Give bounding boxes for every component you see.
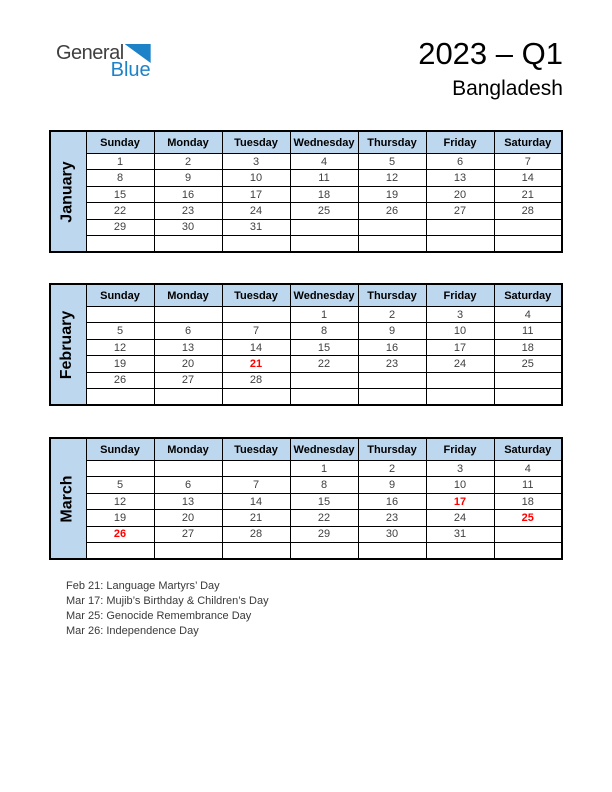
date-cell (86, 236, 154, 252)
day-header-saturday: Saturday (494, 284, 562, 307)
date-cell: 16 (358, 493, 426, 509)
date-cell: 8 (86, 170, 154, 186)
date-cell: 5 (86, 323, 154, 339)
date-cell: 1 (290, 461, 358, 477)
date-cell (154, 236, 222, 252)
week-row (50, 356, 562, 372)
week-row (50, 389, 562, 405)
general-blue-logo (56, 42, 151, 81)
week-row (50, 493, 562, 509)
date-cell: 10 (426, 477, 494, 493)
date-cell (290, 372, 358, 388)
date-cell: 19 (358, 186, 426, 202)
date-cell: 26 (86, 372, 154, 388)
date-cell: 23 (358, 356, 426, 372)
date-cell: 4 (494, 307, 562, 323)
day-header-row (50, 438, 562, 461)
date-cell: 13 (426, 170, 494, 186)
day-header-sunday: Sunday (86, 284, 154, 307)
day-header-sunday: Sunday (86, 438, 154, 461)
date-cell: 1 (86, 154, 154, 170)
month-name: March (58, 474, 76, 523)
date-cell: 19 (86, 510, 154, 526)
date-cell (494, 526, 562, 542)
date-cell: 27 (426, 203, 494, 219)
date-cell (494, 543, 562, 559)
date-cell: 7 (494, 154, 562, 170)
date-cell: 11 (494, 477, 562, 493)
date-cell: 8 (290, 477, 358, 493)
date-cell (86, 461, 154, 477)
day-header-thursday: Thursday (358, 284, 426, 307)
calendar-table-march (49, 437, 563, 560)
week-row (50, 323, 562, 339)
week-row (50, 154, 562, 170)
week-row (50, 203, 562, 219)
date-cell: 19 (86, 356, 154, 372)
date-cell: 4 (494, 461, 562, 477)
date-cell: 10 (426, 323, 494, 339)
holiday-date-cell: 26 (86, 526, 154, 542)
date-cell: 17 (222, 186, 290, 202)
date-cell: 30 (358, 526, 426, 542)
date-cell: 2 (358, 307, 426, 323)
date-cell (154, 307, 222, 323)
day-header-wednesday: Wednesday (290, 131, 358, 154)
date-cell: 22 (290, 510, 358, 526)
calendar-table-january (49, 130, 563, 253)
date-cell: 14 (222, 493, 290, 509)
month-label-wrap (51, 439, 84, 558)
date-cell (426, 219, 494, 235)
date-cell: 6 (154, 323, 222, 339)
day-header-saturday: Saturday (494, 131, 562, 154)
date-cell: 24 (426, 356, 494, 372)
date-cell (86, 543, 154, 559)
date-cell: 7 (222, 477, 290, 493)
date-cell (290, 219, 358, 235)
date-cell (290, 389, 358, 405)
date-cell: 3 (426, 307, 494, 323)
date-cell: 18 (290, 186, 358, 202)
date-cell: 9 (358, 323, 426, 339)
date-cell: 15 (86, 186, 154, 202)
date-cell: 1 (290, 307, 358, 323)
date-cell: 9 (358, 477, 426, 493)
logo-text-blue: Blue (110, 59, 151, 81)
date-cell: 5 (86, 477, 154, 493)
date-cell: 14 (222, 339, 290, 355)
date-cell: 29 (290, 526, 358, 542)
day-header-tuesday: Tuesday (222, 438, 290, 461)
day-header-wednesday: Wednesday (290, 284, 358, 307)
date-cell: 16 (154, 186, 222, 202)
date-cell: 6 (426, 154, 494, 170)
week-row (50, 170, 562, 186)
week-row (50, 543, 562, 559)
holiday-date-cell: 25 (494, 510, 562, 526)
date-cell: 5 (358, 154, 426, 170)
date-cell: 3 (426, 461, 494, 477)
date-cell: 15 (290, 339, 358, 355)
date-cell: 27 (154, 526, 222, 542)
day-header-monday: Monday (154, 284, 222, 307)
week-row (50, 186, 562, 202)
date-cell: 27 (154, 372, 222, 388)
date-cell (494, 219, 562, 235)
date-cell: 28 (222, 526, 290, 542)
day-header-friday: Friday (426, 438, 494, 461)
country-subtitle: Bangladesh (452, 76, 563, 100)
date-cell: 23 (154, 203, 222, 219)
date-cell (358, 543, 426, 559)
day-header-sunday: Sunday (86, 131, 154, 154)
date-cell (154, 461, 222, 477)
date-cell (358, 219, 426, 235)
date-cell: 13 (154, 493, 222, 509)
month-label-cell-march (50, 438, 86, 559)
date-cell: 30 (154, 219, 222, 235)
month-label-cell-january (50, 131, 86, 252)
date-cell: 6 (154, 477, 222, 493)
week-row (50, 339, 562, 355)
holiday-note: Mar 17: Mujib’s Birthday & Children’s Day (66, 595, 269, 607)
holiday-note: Mar 26: Independence Day (66, 625, 199, 637)
date-cell: 18 (494, 339, 562, 355)
date-cell: 13 (154, 339, 222, 355)
week-row (50, 219, 562, 235)
day-header-friday: Friday (426, 284, 494, 307)
date-cell: 12 (86, 493, 154, 509)
holiday-note: Feb 21: Language Martyrs’ Day (66, 580, 220, 592)
date-cell: 21 (222, 510, 290, 526)
day-header-tuesday: Tuesday (222, 131, 290, 154)
date-cell: 26 (358, 203, 426, 219)
date-cell: 24 (426, 510, 494, 526)
date-cell (426, 389, 494, 405)
month-label-cell-february (50, 284, 86, 405)
date-cell: 24 (222, 203, 290, 219)
date-cell: 28 (222, 372, 290, 388)
week-row (50, 526, 562, 542)
date-cell (494, 389, 562, 405)
date-cell: 25 (494, 356, 562, 372)
week-row (50, 477, 562, 493)
holiday-date-cell: 21 (222, 356, 290, 372)
date-cell: 3 (222, 154, 290, 170)
date-cell: 10 (222, 170, 290, 186)
day-header-row (50, 284, 562, 307)
date-cell: 20 (426, 186, 494, 202)
day-header-tuesday: Tuesday (222, 284, 290, 307)
holiday-date-cell: 17 (426, 493, 494, 509)
month-label-wrap (51, 132, 84, 251)
date-cell (358, 236, 426, 252)
date-cell (86, 307, 154, 323)
date-cell: 20 (154, 356, 222, 372)
week-row (50, 307, 562, 323)
date-cell: 25 (290, 203, 358, 219)
date-cell: 22 (86, 203, 154, 219)
day-header-thursday: Thursday (358, 438, 426, 461)
date-cell: 8 (290, 323, 358, 339)
month-calendar-march (49, 437, 563, 560)
date-cell (222, 307, 290, 323)
day-header-thursday: Thursday (358, 131, 426, 154)
date-cell: 29 (86, 219, 154, 235)
week-row (50, 461, 562, 477)
week-row (50, 372, 562, 388)
date-cell: 16 (358, 339, 426, 355)
date-cell (426, 372, 494, 388)
day-header-row (50, 131, 562, 154)
day-header-wednesday: Wednesday (290, 438, 358, 461)
date-cell (290, 543, 358, 559)
date-cell: 4 (290, 154, 358, 170)
calendar-table-february (49, 283, 563, 406)
date-cell (222, 389, 290, 405)
date-cell: 12 (358, 170, 426, 186)
date-cell: 22 (290, 356, 358, 372)
holiday-notes (66, 579, 269, 639)
title-block (418, 36, 563, 102)
date-cell (494, 236, 562, 252)
date-cell: 31 (222, 219, 290, 235)
date-cell: 18 (494, 493, 562, 509)
date-cell (494, 372, 562, 388)
date-cell (358, 372, 426, 388)
day-header-monday: Monday (154, 438, 222, 461)
date-cell (222, 236, 290, 252)
month-name: February (58, 310, 76, 379)
month-calendar-january (49, 130, 563, 253)
date-cell: 31 (426, 526, 494, 542)
date-cell (222, 543, 290, 559)
month-label-wrap (51, 285, 84, 404)
day-header-monday: Monday (154, 131, 222, 154)
holiday-note: Mar 25: Genocide Remembrance Day (66, 610, 252, 622)
date-cell: 15 (290, 493, 358, 509)
page-title: 2023 – Q1 (418, 36, 563, 71)
date-cell: 23 (358, 510, 426, 526)
date-cell: 14 (494, 170, 562, 186)
date-cell: 11 (290, 170, 358, 186)
date-cell: 17 (426, 339, 494, 355)
date-cell (426, 236, 494, 252)
logo-text-general: General (56, 42, 124, 64)
month-calendar-february (49, 283, 563, 406)
day-header-saturday: Saturday (494, 438, 562, 461)
date-cell: 20 (154, 510, 222, 526)
date-cell: 2 (154, 154, 222, 170)
date-cell: 21 (494, 186, 562, 202)
date-cell (222, 461, 290, 477)
week-row (50, 236, 562, 252)
date-cell (86, 389, 154, 405)
date-cell: 2 (358, 461, 426, 477)
date-cell (154, 543, 222, 559)
date-cell: 9 (154, 170, 222, 186)
date-cell: 7 (222, 323, 290, 339)
day-header-friday: Friday (426, 131, 494, 154)
date-cell: 28 (494, 203, 562, 219)
date-cell (358, 389, 426, 405)
date-cell (290, 236, 358, 252)
date-cell (154, 389, 222, 405)
date-cell (426, 543, 494, 559)
month-name: January (58, 160, 76, 223)
date-cell: 11 (494, 323, 562, 339)
date-cell: 12 (86, 339, 154, 355)
week-row (50, 510, 562, 526)
